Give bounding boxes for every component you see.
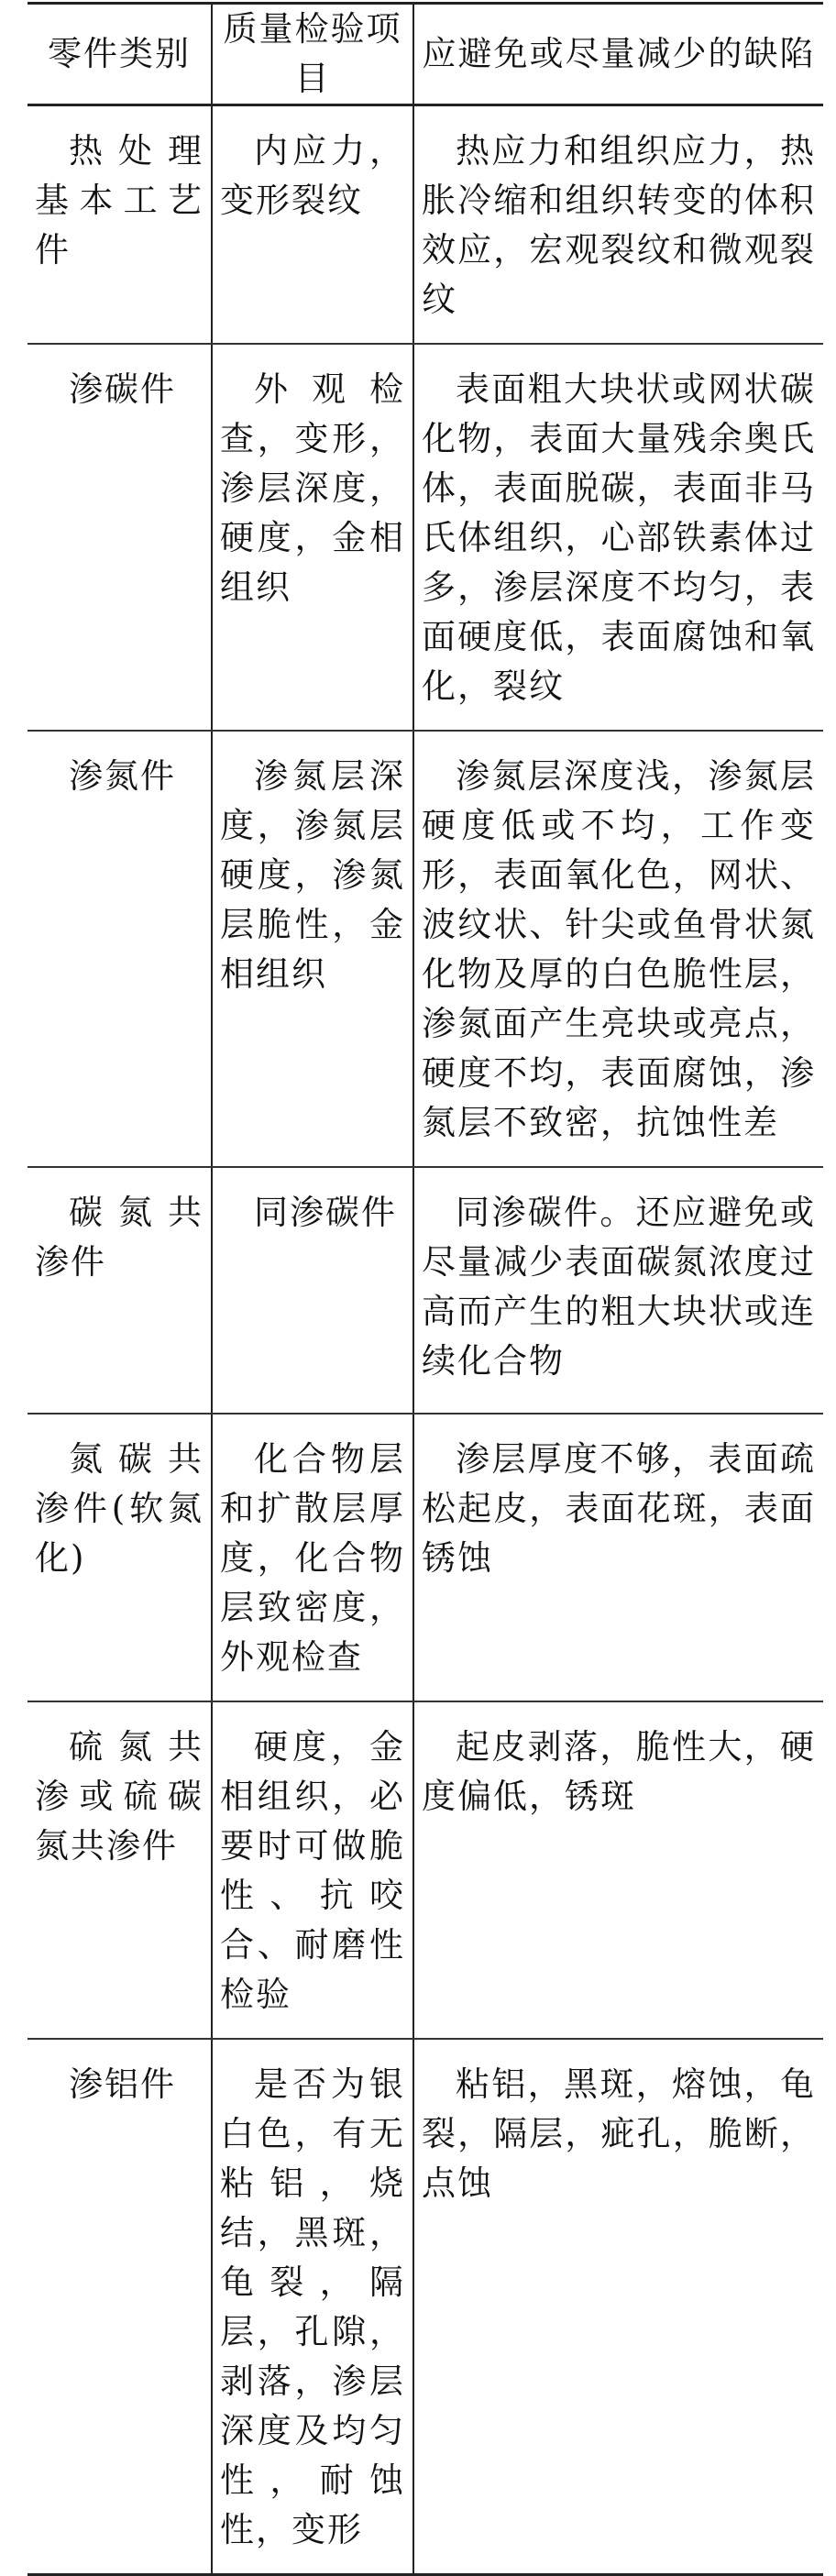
- table-row: [28, 1167, 823, 1414]
- cell-defects: 同渗碳件。还应避免或尽量减少表面碳氮浓度过高而产生的粗大块状或连续化合物: [413, 1167, 823, 1414]
- table-header-row: [28, 4, 823, 105]
- table-row: [28, 105, 823, 345]
- cell-inspection-items: 是否为银白色，有无粘铝，烧结，黑斑，龟裂，隔层，孔隙，剥落，渗层深度及均匀性，耐蚀性，变形: [212, 2039, 413, 2575]
- cell-inspection-items: 渗氮层深度，渗氮层硬度，渗氮层脆性，金相组织: [212, 731, 413, 1167]
- cell-inspection-items: 硬度，金相组织，必要时可做脆性、抗咬合、耐磨性检验: [212, 1701, 413, 2039]
- cell-defects: 表面粗大块状或网状碳化物，表面大量残余奥氏体，表面脱碳，表面非马氏体组织，心部铁素体过多，渗层深度不均匀，表面硬度低，表面腐蚀和氧化，裂纹: [413, 344, 823, 731]
- cell-part-category: 渗氮件: [28, 731, 212, 1167]
- header-inspection-items: 质量检验项目: [212, 4, 413, 105]
- table-row: [28, 1701, 823, 2039]
- cell-inspection-items: 外观检查，变形，渗层深度，硬度，金相组织: [212, 344, 413, 731]
- header-defects: 应避免或尽量减少的缺陷: [413, 4, 823, 105]
- cell-defects: 渗氮层深度浅，渗氮层硬度低或不均，工作变形，表面氧化色，网状、波纹状、针尖或鱼骨状氮化物及厚的白色脆性层，渗氮面产生亮块或亮点，硬度不均，表面腐蚀，渗氮层不致密，抗蚀性差: [413, 731, 823, 1167]
- table-row: [28, 2039, 823, 2575]
- inspection-table: [28, 2, 823, 2576]
- header-part-category: 零件类别: [28, 4, 212, 105]
- cell-defects: 起皮剥落，脆性大，硬度偏低，锈斑: [413, 1701, 823, 2039]
- table-row: [28, 731, 823, 1167]
- cell-defects: 粘铝，黑斑，熔蚀，龟裂，隔层，疵孔，脆断，点蚀: [413, 2039, 823, 2575]
- cell-part-category: 热处理基本工艺件: [28, 105, 212, 345]
- cell-part-category: 渗铝件: [28, 2039, 212, 2575]
- cell-part-category: 氮碳共渗件(软氮化): [28, 1414, 212, 1701]
- cell-inspection-items: 化合物层和扩散层厚度，化合物层致密度，外观检查: [212, 1414, 413, 1701]
- cell-defects: 热应力和组织应力，热胀冷缩和组织转变的体积效应，宏观裂纹和微观裂纹: [413, 105, 823, 345]
- table-row: [28, 1414, 823, 1701]
- cell-inspection-items: 内应力，变形裂纹: [212, 105, 413, 345]
- inspection-table-container: [28, 2, 823, 2576]
- cell-part-category: 碳氮共渗件: [28, 1167, 212, 1414]
- cell-inspection-items: 同渗碳件: [212, 1167, 413, 1414]
- cell-defects: 渗层厚度不够，表面疏松起皮，表面花斑，表面锈蚀: [413, 1414, 823, 1701]
- table-row: [28, 344, 823, 731]
- cell-part-category: 渗碳件: [28, 344, 212, 731]
- cell-part-category: 硫氮共渗或硫碳氮共渗件: [28, 1701, 212, 2039]
